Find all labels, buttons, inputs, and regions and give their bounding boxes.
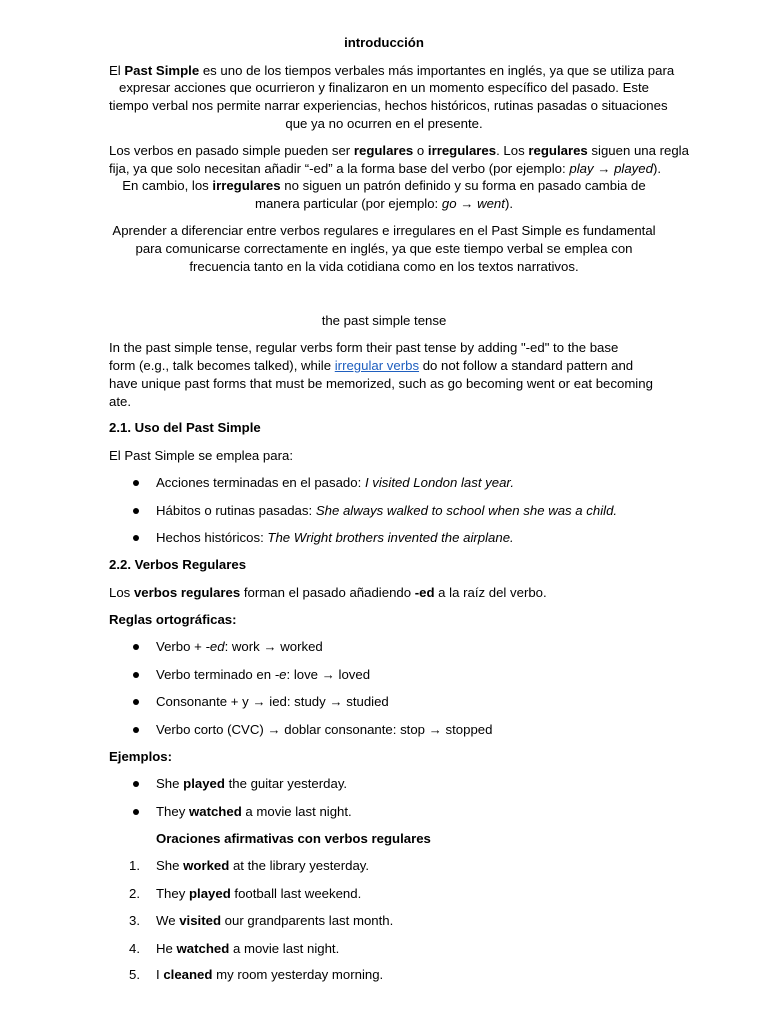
intro-p2-line4: manera particular (por ejemplo: go → went). <box>254 196 513 211</box>
uso-item-1: Acciones terminadas en el pasado: I visited London last year. <box>156 475 514 490</box>
list-number: 4. <box>129 941 140 956</box>
section-p1-line1: In the past simple tense, regular verbs form their past tense by adding "-ed" to the base <box>109 340 619 355</box>
intro-p3-line2: para comunicarse correctamente en inglés, ya que este tiempo verbal se emplea con <box>135 241 633 256</box>
intro-p1-line3: tiempo verbal nos permite narrar experiencias, hechos históricos, rutinas pasadas o situaciones <box>109 98 668 113</box>
bullet-icon <box>133 535 139 541</box>
affirm-item-5: I cleaned my room yesterday morning. <box>156 967 384 982</box>
list-number: 1. <box>129 858 140 873</box>
intro-p1-line1: El Past Simple es uno de los tiempos verbales más importantes en inglés, ya que se utiliza para <box>109 63 675 78</box>
example-item-2: They watched a movie last night. <box>156 804 352 819</box>
rules-heading: Reglas ortográficas: <box>109 612 237 627</box>
bullet-icon <box>133 644 139 650</box>
intro-p1-line4: que ya no ocurren en el presente. <box>285 116 483 131</box>
affirm-heading: Oraciones afirmativas con verbos regulares <box>156 831 431 846</box>
intro-title: introducción <box>344 35 424 50</box>
irregular-verbs-link[interactable]: irregular verbs <box>334 358 420 373</box>
intro-p1-line2: expresar acciones que ocurrieron y finalizaron en un momento específico del pasado. Este <box>119 80 649 95</box>
intro-p3-line3: frecuencia tanto en la vida cotidiana como en los textos narrativos. <box>189 259 579 274</box>
section-p1-line2: form (e.g., talk becomes talked), while irregular verbs do not follow a standard pattern and <box>109 358 634 373</box>
regulares-intro: Los verbos regulares forman el pasado añadiendo -ed a la raíz del verbo. <box>109 585 547 600</box>
bullet-icon <box>133 480 139 486</box>
section-p1-line3: have unique past forms that must be memorized, such as go becoming went or eat becoming <box>109 376 653 391</box>
affirm-item-2: They played football last weekend. <box>156 886 362 901</box>
bullet-icon <box>133 508 139 514</box>
rule-item-4: Verbo corto (CVC) → doblar consonante: stop → stopped <box>156 722 493 737</box>
bullet-icon <box>133 699 139 705</box>
examples-heading: Ejemplos: <box>109 749 173 764</box>
bullet-icon <box>133 727 139 733</box>
bullet-icon <box>133 781 139 787</box>
bullet-icon <box>133 809 139 815</box>
uso-heading: 2.1. Uso del Past Simple <box>109 420 261 435</box>
bullet-icon <box>133 672 139 678</box>
intro-p2-line3: En cambio, los irregulares no siguen un patrón definido y su forma en pasado cambia de <box>122 178 646 193</box>
rule-item-1: Verbo + -ed: work → worked <box>156 639 323 654</box>
list-number: 2. <box>129 886 140 901</box>
uso-item-3: Hechos históricos: The Wright brothers invented the airplane. <box>156 530 514 545</box>
intro-p2-line1: Los verbos en pasado simple pueden ser regulares o irregulares. Los regulares siguen una regla <box>109 143 689 158</box>
regulares-heading: 2.2. Verbos Regulares <box>109 557 247 572</box>
section-heading: the past simple tense <box>321 313 447 328</box>
list-number: 5. <box>129 967 140 982</box>
affirm-item-1: She worked at the library yesterday. <box>156 858 370 873</box>
rule-item-2: Verbo terminado en -e: love → loved <box>156 667 371 682</box>
uso-intro: El Past Simple se emplea para: <box>109 448 293 463</box>
intro-p2-line2: fija, ya que solo necesitan añadir “-ed” a la forma base del verbo (por ejemplo: play → played). <box>109 161 661 176</box>
uso-item-2: Hábitos o rutinas pasadas: She always walked to school when she was a child. <box>156 503 618 518</box>
affirm-item-3: We visited our grandparents last month. <box>156 913 394 928</box>
affirm-item-4: He watched a movie last night. <box>156 941 340 956</box>
example-item-1: She played the guitar yesterday. <box>156 776 348 791</box>
intro-p3-line1: Aprender a diferenciar entre verbos regulares e irregulares en el Past Simple es fundamental <box>112 223 656 238</box>
list-number: 3. <box>129 913 140 928</box>
rule-item-3: Consonante + y → ied: study → studied <box>156 694 389 709</box>
section-p1-line4: ate. <box>109 394 131 409</box>
